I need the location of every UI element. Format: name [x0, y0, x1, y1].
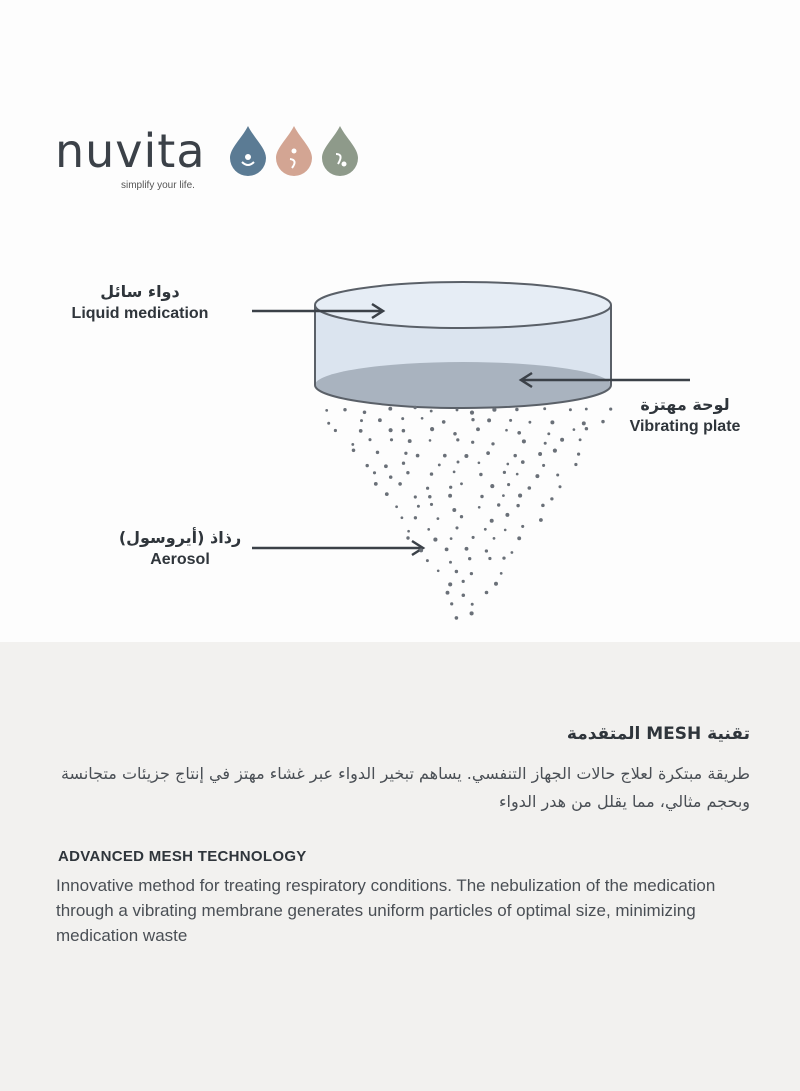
- label-plate-en: Vibrating plate: [629, 418, 741, 435]
- aerosol-particle: [378, 418, 382, 422]
- aerosol-particle: [502, 494, 505, 497]
- aerosol-particle: [460, 515, 463, 518]
- aerosol-particle: [450, 602, 453, 605]
- aerosol-particle: [456, 438, 459, 441]
- aerosol-particle: [404, 452, 407, 455]
- aerosol-particle: [505, 513, 509, 517]
- aerosol-particle: [385, 492, 389, 496]
- aerosol-particle: [433, 538, 437, 542]
- aerosol-particle: [449, 561, 452, 564]
- aerosol-particle: [455, 570, 458, 573]
- aerosol-particle: [500, 572, 503, 575]
- aerosol-particle: [460, 482, 463, 485]
- aerosol-particle: [352, 449, 356, 453]
- aerosol-particle: [359, 429, 363, 433]
- text-panel: [0, 642, 800, 1091]
- aerosol-particle: [430, 503, 433, 506]
- aerosol-particle: [528, 486, 532, 490]
- aerosol-particle: [471, 418, 474, 421]
- aerosol-particle: [522, 439, 526, 443]
- aerosol-particle: [401, 417, 404, 420]
- aerosol-particle: [421, 417, 424, 420]
- label-plate-ar: لوحة مهتزة: [640, 395, 730, 414]
- aerosol-particle: [374, 482, 378, 486]
- aerosol-particle: [453, 432, 457, 436]
- aerosol-particle: [448, 582, 452, 586]
- aerosol-particle: [445, 548, 449, 552]
- aerosol-particle: [450, 537, 453, 540]
- aerosol-particle: [430, 427, 434, 431]
- aerosol-particle: [351, 443, 354, 446]
- aerosol-particle: [384, 464, 388, 468]
- aerosol-particle: [518, 494, 522, 498]
- aerosol-particle: [503, 471, 506, 474]
- aerosol-particle: [556, 473, 559, 476]
- aerosol-particle: [521, 525, 524, 528]
- aerosol-particle: [366, 464, 369, 467]
- aerosol-particle: [414, 495, 417, 498]
- aerosol-particle: [390, 438, 393, 441]
- aerosol-particle: [573, 428, 576, 431]
- aerosol-particle: [484, 528, 487, 531]
- aerosol-particle: [471, 603, 474, 606]
- aerosol-particle: [427, 528, 430, 531]
- aerosol-particle: [574, 463, 577, 466]
- aerosol-particle: [430, 410, 433, 413]
- aerosol-particle: [446, 591, 450, 595]
- aerosol-particle: [471, 441, 474, 444]
- aerosol-particle: [485, 591, 489, 595]
- aerosol-particle: [513, 454, 516, 457]
- aerosol-particle: [430, 472, 433, 475]
- aerosol-particle: [442, 420, 446, 424]
- aerosol-particle: [497, 503, 500, 506]
- aerosol-particle: [373, 471, 376, 474]
- aerosol-particle: [407, 530, 410, 533]
- aerosol-particle: [517, 536, 521, 540]
- aerosol-particle: [437, 517, 440, 520]
- aerosol-particle: [363, 411, 367, 415]
- aerosol-particle: [448, 494, 452, 498]
- aerosol-particle: [577, 452, 580, 455]
- aerosol-particle: [543, 407, 546, 410]
- aerosol-particle: [516, 504, 519, 507]
- aerosol-particle: [472, 536, 475, 539]
- aerosol-particle: [479, 473, 482, 476]
- aerosol-particle: [478, 461, 481, 464]
- arabic-description: طريقة مبتكرة لعلاج حالات الجهاز التنفسي. يساهم تبخير الدواء عبر غشاء مهتز في إنتاج جزيئات متجانسة وبحجم مثالي، مما يقلل من هدر الدواء: [60, 764, 750, 811]
- aerosol-particle: [470, 411, 474, 415]
- aerosol-particle: [505, 429, 508, 432]
- aerosol-particle: [506, 463, 509, 466]
- aerosol-particle: [585, 408, 588, 411]
- aerosol-particle: [327, 422, 330, 425]
- aerosol-particle: [402, 429, 406, 433]
- aerosol-particle: [406, 471, 409, 474]
- aerosol-particle: [449, 486, 452, 489]
- aerosol-particle: [443, 454, 447, 458]
- aerosol-particle: [521, 460, 525, 464]
- aerosol-particle: [408, 439, 412, 443]
- aerosol-particle: [413, 406, 416, 409]
- aerosol-particle: [488, 557, 491, 560]
- aerosol-particle: [560, 438, 564, 442]
- aerosol-particle: [516, 473, 519, 476]
- aerosol-particle: [492, 408, 496, 412]
- aerosol-particle: [511, 551, 514, 554]
- aerosol-particle: [569, 408, 572, 411]
- aerosol-particle: [414, 516, 417, 519]
- aerosol-particle: [395, 505, 398, 508]
- label-vibrating-plate: [600, 395, 770, 436]
- aerosol-particle: [490, 519, 494, 523]
- medication-cup: [315, 282, 611, 408]
- arabic-heading: تقنية MESH المتقدمة: [566, 724, 750, 744]
- aerosol-particle: [539, 518, 543, 522]
- aerosol-particle: [416, 454, 420, 458]
- aerosol-particle: [462, 593, 466, 597]
- aerosol-particle: [515, 408, 518, 411]
- english-description: Innovative method for treating respiratory conditions. The nebulization of the medication through a vibrating membrane generates uniform particles of optimal size, minimizing medication waste: [56, 876, 716, 945]
- aerosol-particle: [429, 439, 432, 442]
- aerosol-particle: [398, 482, 402, 486]
- aerosol-particle: [550, 420, 554, 424]
- arrow-aerosol: [252, 541, 423, 555]
- aerosol-particle: [334, 429, 337, 432]
- label-aerosol-ar: رذاذ (أيروسول): [118, 528, 242, 547]
- aerosol-particle: [360, 419, 363, 422]
- aerosol-particle: [507, 483, 510, 486]
- aerosol-particle: [579, 438, 582, 441]
- label-aerosol: [95, 528, 265, 569]
- aerosol-particle: [485, 549, 488, 552]
- aerosol-particle: [452, 508, 456, 512]
- aerosol-particle: [368, 438, 371, 441]
- label-liquid-en: Liquid medication: [71, 305, 209, 322]
- aerosol-particle: [538, 452, 542, 456]
- aerosol-particle: [493, 537, 496, 540]
- aerosol-particle: [491, 442, 494, 445]
- label-liquid-medication: [40, 282, 240, 323]
- aerosol-particle: [480, 495, 483, 498]
- aerosol-particle: [468, 557, 471, 560]
- aerosol-particle: [462, 580, 465, 583]
- aerosol-particle: [553, 449, 557, 453]
- aerosol-particle: [528, 421, 531, 424]
- aerosol-particle: [502, 556, 505, 559]
- aerosol-particle: [465, 547, 469, 551]
- aerosol-particle: [456, 408, 459, 411]
- brand-logo: nuvita: [55, 124, 206, 178]
- aerosol-particle: [542, 464, 545, 467]
- label-aerosol-en: Aerosol: [150, 551, 210, 568]
- aerosol-particle: [401, 516, 404, 519]
- aerosol-particle: [494, 582, 498, 586]
- aerosol-particle: [486, 451, 490, 455]
- aerosol-particle: [455, 616, 459, 620]
- aerosol-particle: [550, 497, 553, 500]
- aerosol-particle: [389, 428, 393, 432]
- aerosol-particle: [464, 454, 468, 458]
- aerosol-particle: [417, 505, 420, 508]
- aerosol-particle: [504, 529, 507, 532]
- aerosol-particle: [470, 611, 474, 615]
- aerosol-particle: [490, 484, 494, 488]
- aerosol-particle: [544, 442, 547, 445]
- brand-tagline: simplify your life.: [121, 180, 195, 191]
- aerosol-particles: [325, 406, 612, 620]
- aerosol-particle: [419, 548, 423, 552]
- aerosol-particle: [457, 461, 460, 464]
- aerosol-particle: [426, 559, 429, 562]
- aerosol-particle: [470, 572, 473, 575]
- aerosol-particle: [343, 408, 346, 411]
- english-heading: ADVANCED MESH TECHNOLOGY: [58, 848, 307, 865]
- aerosol-particle: [535, 474, 539, 478]
- aerosol-particle: [582, 421, 586, 425]
- aerosol-particle: [541, 504, 545, 508]
- aerosol-particle: [509, 419, 512, 422]
- aerosol-particle: [487, 418, 491, 422]
- aerosol-particle: [517, 431, 521, 435]
- aerosol-particle: [455, 526, 458, 529]
- aerosol-particle: [428, 495, 432, 499]
- aerosol-particle: [558, 485, 561, 488]
- aerosol-particle: [406, 536, 409, 539]
- aerosol-particle: [547, 432, 550, 435]
- aerosol-particle: [325, 409, 328, 412]
- aerosol-particle: [453, 471, 456, 474]
- label-liquid-ar: دواء سائل: [100, 282, 180, 301]
- aerosol-particle: [585, 427, 588, 430]
- aerosol-particle: [438, 463, 441, 466]
- aerosol-particle: [376, 451, 379, 454]
- aerosol-particle: [426, 487, 429, 490]
- aerosol-particle: [389, 475, 393, 479]
- aerosol-particle: [402, 462, 405, 465]
- aerosol-particle: [388, 407, 392, 411]
- aerosol-particle: [437, 569, 440, 572]
- aerosol-particle: [478, 506, 481, 509]
- aerosol-particle: [476, 427, 480, 431]
